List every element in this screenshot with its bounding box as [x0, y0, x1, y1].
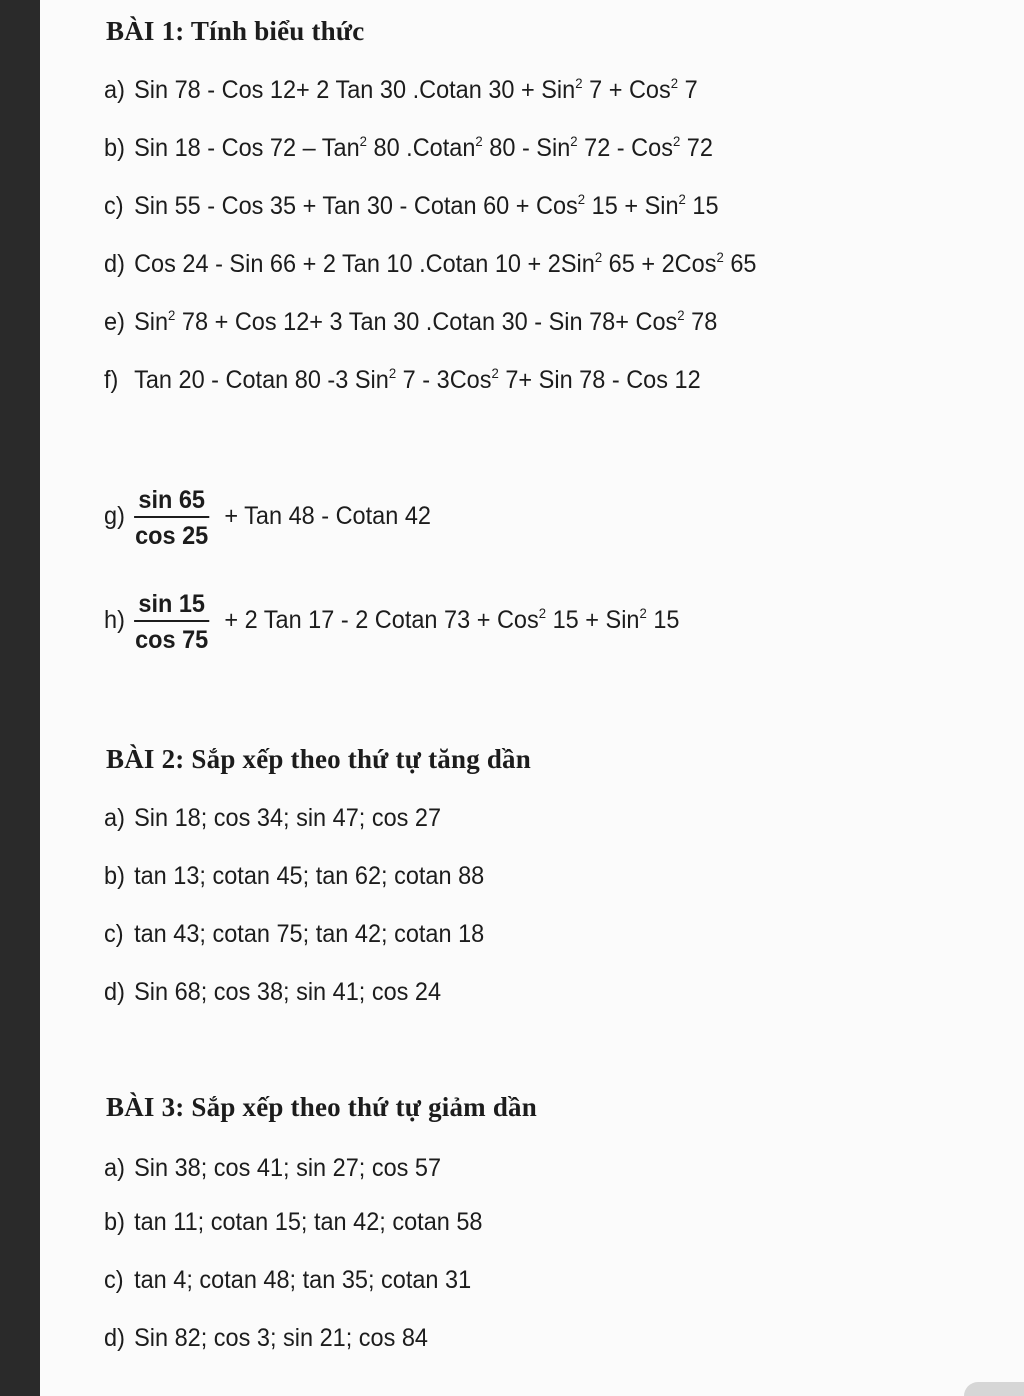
expr-part: + Tan 48 - Cotan 42 — [224, 502, 431, 530]
document-page — [40, 0, 1024, 1396]
exponent: 2 — [594, 249, 603, 265]
expr-part: Sin — [134, 308, 169, 336]
expr-part: Cos 24 - Sin 66 + 2 Tan 10 .Cotan 10 + 2Sin — [134, 250, 595, 278]
exponent: 2 — [570, 133, 578, 149]
expr-part: 72 - Cos — [577, 134, 673, 162]
expr-part: 7 + Cos — [582, 76, 671, 104]
item-label: h) — [104, 606, 125, 634]
expr-part: 7 - 3Cos — [396, 366, 492, 394]
expr-part: 7 — [678, 76, 698, 104]
exponent: 2 — [678, 191, 686, 207]
fraction-numerator: sin 15 — [138, 590, 205, 618]
expr-part: 78 — [684, 308, 718, 336]
expr-part: 15 + Sin — [585, 192, 679, 220]
item-text: tan 11; cotan 15; tan 42; cotan 58 — [134, 1208, 483, 1236]
expr-part: 80 .Cotan — [366, 134, 476, 162]
expr-part: Sin 18 - Cos 72 – Tan — [134, 134, 360, 162]
item-label: a) — [104, 1154, 125, 1182]
exponent: 2 — [575, 75, 583, 91]
exponent: 2 — [672, 133, 681, 149]
expr-part: 15 — [685, 192, 719, 220]
fraction — [134, 484, 209, 552]
exercise-3-item-b — [104, 1208, 482, 1237]
exercise-1-item-d — [104, 250, 756, 279]
item-label: c) — [104, 1266, 124, 1294]
exercise-3-heading: BÀI 3: Sắp xếp theo thứ tự giảm dần — [106, 1092, 537, 1122]
exercise-1-item-b — [104, 134, 713, 163]
fraction-numerator: sin 65 — [138, 486, 205, 514]
expr-part: 78 + Cos 12+ 3 Tan 30 .Cotan 30 - Sin 78+ Cos — [175, 308, 678, 336]
expr-part: 15 + Sin — [546, 606, 640, 634]
exponent: 2 — [491, 365, 499, 381]
item-text: Sin 68; cos 38; sin 41; cos 24 — [134, 978, 442, 1006]
item-text: tan 43; cotan 75; tan 42; cotan 18 — [134, 920, 485, 948]
exercise-2-item-b — [104, 862, 484, 891]
expr-part: 65 + 2Cos — [602, 250, 717, 278]
item-label: b) — [104, 862, 125, 890]
item-text: tan 4; cotan 48; tan 35; cotan 31 — [134, 1266, 472, 1294]
fraction — [134, 588, 209, 656]
item-text: tan 13; cotan 45; tan 62; cotan 88 — [134, 862, 485, 890]
exponent: 2 — [716, 249, 724, 265]
item-label: f) — [104, 366, 119, 394]
exponent: 2 — [670, 75, 679, 91]
fraction-denominator: cos 75 — [135, 626, 209, 654]
item-label: a) — [104, 804, 125, 832]
item-label: b) — [104, 134, 125, 162]
exercise-2-item-d — [104, 978, 441, 1007]
expr-part: 65 — [723, 250, 757, 278]
exercise-1-item-f — [104, 366, 701, 395]
exponent: 2 — [475, 133, 483, 149]
item-label: e) — [104, 308, 125, 336]
fraction-denominator: cos 25 — [135, 522, 209, 550]
exercise-1-item-c — [104, 192, 719, 221]
page-corner-shadow — [964, 1382, 1024, 1396]
item-label: a) — [104, 76, 125, 104]
item-text: Sin 18; cos 34; sin 47; cos 27 — [134, 804, 442, 832]
item-label: c) — [104, 192, 124, 220]
expr-part: Sin 55 - Cos 35 + Tan 30 - Cotan 60 + Cos — [134, 192, 578, 220]
exponent: 2 — [577, 191, 586, 207]
expr-part: + 2 Tan 17 - 2 Cotan 73 + Cos — [224, 606, 539, 634]
exercise-1-item-a — [104, 76, 698, 105]
expr-part: 72 — [680, 134, 713, 162]
exponent: 2 — [639, 605, 647, 621]
item-text: Sin 38; cos 41; sin 27; cos 57 — [134, 1154, 442, 1182]
exercise-3-item-d — [104, 1324, 428, 1353]
expr-part: 7+ Sin 78 - Cos 12 — [498, 366, 701, 394]
expr-part: Sin 78 - Cos 12+ 2 Tan 30 .Cotan 30 + Sin — [134, 76, 576, 104]
expr-part: 15 — [646, 606, 680, 634]
exponent: 2 — [388, 365, 397, 381]
exercise-3-item-c — [104, 1266, 471, 1295]
item-label: b) — [104, 1208, 125, 1236]
item-label: d) — [104, 250, 125, 278]
exercise-2-heading: BÀI 2: Sắp xếp theo thứ tự tăng dần — [106, 744, 531, 774]
item-label: d) — [104, 978, 125, 1006]
exponent: 2 — [168, 307, 176, 323]
exponent: 2 — [538, 605, 547, 621]
exercise-1-item-e — [104, 308, 717, 337]
exponent: 2 — [677, 307, 685, 323]
exponent: 2 — [359, 133, 367, 149]
item-label: d) — [104, 1324, 125, 1352]
exercise-3-item-a — [104, 1154, 441, 1183]
expr-part: Tan 20 - Cotan 80 -3 Sin — [134, 366, 389, 394]
item-label: c) — [104, 920, 124, 948]
exercise-2-item-c — [104, 920, 484, 949]
item-label: g) — [104, 502, 125, 530]
expr-part: 80 - Sin — [482, 134, 571, 162]
exercise-1-heading: BÀI 1: Tính biểu thức — [106, 16, 365, 46]
exercise-2-item-a — [104, 804, 441, 833]
item-text: Sin 82; cos 3; sin 21; cos 84 — [134, 1324, 429, 1352]
expr-rest — [224, 606, 679, 635]
